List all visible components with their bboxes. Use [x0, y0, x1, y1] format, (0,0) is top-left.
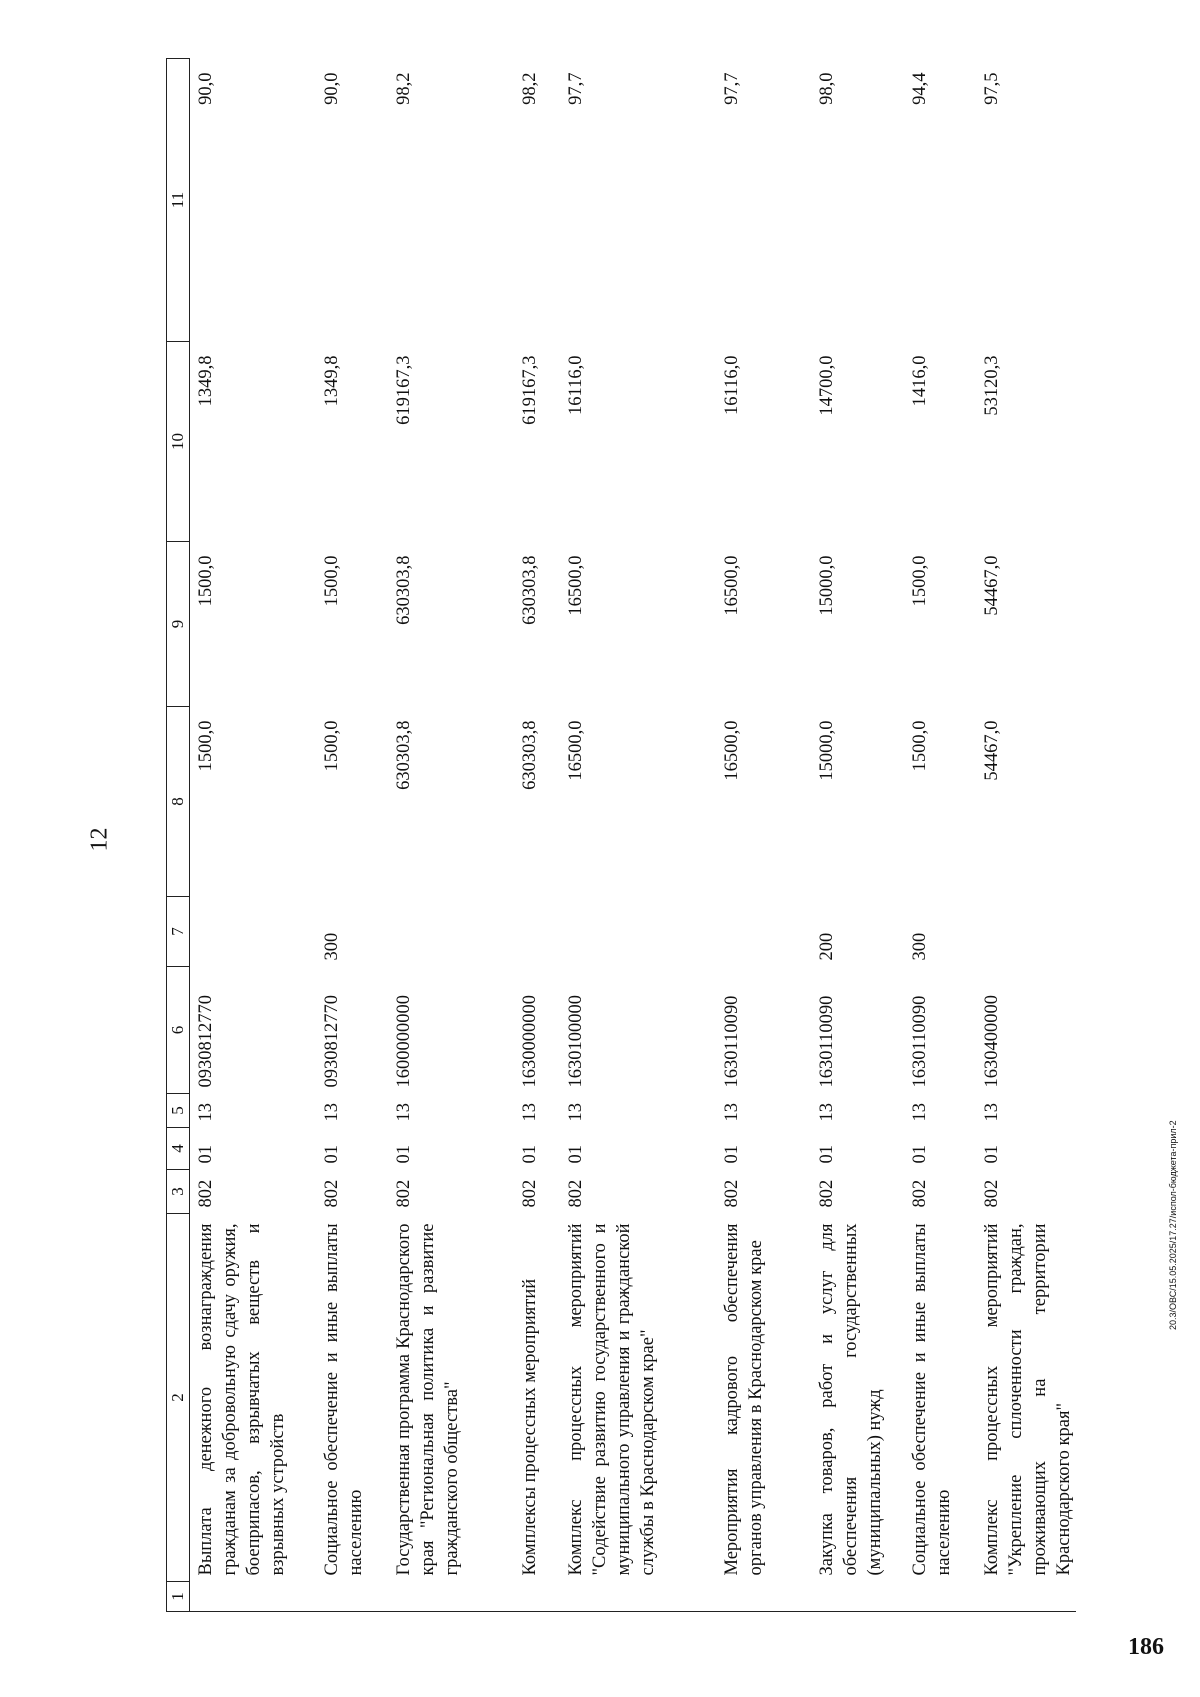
cell-c6: 1630400000	[981, 995, 1002, 1088]
budget-table-container	[166, 59, 1081, 1612]
col-header: 11	[167, 59, 190, 342]
cell-c5: 13	[393, 1103, 414, 1122]
cell-c6: 1630110090	[909, 995, 930, 1088]
cell-c11: 97,7	[565, 72, 586, 105]
col-header: 5	[167, 1094, 190, 1128]
cell-c9: 15000,0	[816, 555, 837, 616]
col-header: 6	[167, 967, 190, 1094]
document-footer-code: 20.3/ОВС/15.05.2025/17.27/испол-бюджета-прил-2	[1168, 1120, 1178, 1330]
table-row	[811, 59, 904, 1612]
cell-c10: 16116,0	[721, 355, 742, 415]
cell-c4: 01	[393, 1145, 414, 1164]
cell-c11: 98,0	[816, 72, 837, 105]
cell-c4: 01	[981, 1145, 1002, 1164]
cell-c8: 1500,0	[196, 720, 217, 772]
cell-c5: 13	[519, 1103, 540, 1122]
table-row	[976, 59, 1076, 1612]
table-row	[560, 59, 716, 1612]
table-row	[514, 59, 560, 1612]
cell-c8: 15000,0	[816, 720, 837, 781]
cell-c3: 802	[981, 1179, 1002, 1208]
cell-c5: 13	[321, 1103, 342, 1122]
cell-c6: 0930812770	[321, 995, 342, 1088]
cell-c8: 1500,0	[909, 720, 930, 772]
cell-c5: 13	[909, 1103, 930, 1122]
cell-c8: 16500,0	[565, 720, 586, 781]
table-row	[388, 59, 514, 1612]
cell-c6: 1630100000	[565, 995, 586, 1088]
row-name: Мероприятия кадрового обеспечения органов управления в Краснодарском крае	[721, 1223, 766, 1576]
cell-c3: 802	[196, 1179, 217, 1208]
cell-c11: 98,2	[393, 72, 414, 105]
cell-c7: 300	[909, 932, 930, 961]
cell-c10: 1349,8	[196, 355, 217, 407]
cell-c8: 16500,0	[721, 720, 742, 781]
cell-c4: 01	[519, 1145, 540, 1164]
row-name: Комплекс процессных мероприятий "Содействие развитию государственного и муниципального управления и гражданской службы в Краснодарском крае"	[565, 1223, 658, 1576]
row-name: Комплексы процессных мероприятий	[519, 1278, 540, 1576]
cell-c7	[388, 897, 514, 967]
cell-c11: 97,7	[721, 72, 742, 105]
cell-c7	[514, 897, 560, 967]
cell-c3: 802	[909, 1179, 930, 1208]
row-name: Социальное обеспечение и иные выплаты населению	[909, 1223, 954, 1576]
cell-c10: 53120,3	[981, 355, 1002, 416]
col-header: 7	[167, 897, 190, 967]
cell-c9: 630303,8	[393, 555, 414, 625]
table-row	[190, 59, 316, 1612]
page-number: 12	[86, 827, 113, 852]
cell-c7	[190, 897, 316, 967]
cell-c5: 13	[981, 1103, 1002, 1122]
cell-c4: 01	[321, 1145, 342, 1164]
cell-c7	[560, 897, 716, 967]
cell-c9: 1500,0	[196, 555, 217, 607]
cell-c9: 630303,8	[519, 555, 540, 625]
cell-c10: 619167,3	[519, 355, 540, 425]
cell-c11: 90,0	[321, 72, 342, 105]
col-header: 4	[167, 1128, 190, 1170]
cell-c4: 01	[909, 1145, 930, 1164]
cell-c11: 98,2	[519, 72, 540, 105]
cell-c10: 16116,0	[565, 355, 586, 415]
cell-c7	[716, 897, 811, 967]
col-header: 8	[167, 707, 190, 897]
cell-c7: 200	[816, 932, 837, 961]
cell-c9: 16500,0	[721, 555, 742, 616]
cell-c9: 54467,0	[981, 555, 1002, 616]
cell-c3: 802	[519, 1179, 540, 1208]
table-row	[316, 59, 388, 1612]
col-header: 1	[167, 1582, 190, 1612]
cell-c10: 14700,0	[816, 355, 837, 416]
col-header: 9	[167, 542, 190, 707]
header-row	[167, 59, 190, 1612]
cell-c10: 619167,3	[393, 355, 414, 425]
cell-c9: 1500,0	[321, 555, 342, 607]
col-header: 10	[167, 342, 190, 542]
cell-c7: 300	[321, 932, 342, 961]
table-row	[716, 59, 811, 1612]
sheet-number: 186	[1128, 1634, 1164, 1660]
cell-c8: 1500,0	[321, 720, 342, 772]
cell-c6: 1630110090	[816, 995, 837, 1088]
cell-c6: 1630000000	[519, 995, 540, 1088]
col-header: 3	[167, 1170, 190, 1214]
cell-c8: 54467,0	[981, 720, 1002, 781]
cell-c10: 1416,0	[909, 355, 930, 407]
cell-c4: 01	[816, 1145, 837, 1164]
cell-c7	[976, 897, 1076, 967]
row-name: Выплата денежного вознаграждения гражданам за добровольную сдачу оружия, боеприпасов, взрывчатых веществ и взрывных устройств	[196, 1223, 289, 1576]
cell-c3: 802	[321, 1179, 342, 1208]
cell-c3: 802	[565, 1179, 586, 1208]
cell-c11: 97,5	[981, 72, 1002, 105]
row-name: Социальное обеспечение и иные выплаты населению	[321, 1223, 366, 1576]
cell-c11: 94,4	[909, 72, 930, 105]
cell-c8: 630303,8	[519, 720, 540, 790]
cell-c3: 802	[721, 1179, 742, 1208]
row-name: Закупка товаров, работ и услуг для обеспечения государственных (муниципальных) нужд	[816, 1223, 885, 1576]
cell-c5: 13	[196, 1103, 217, 1122]
cell-c4: 01	[565, 1145, 586, 1164]
cell-c6: 0930812770	[196, 995, 217, 1088]
cell-c6: 1600000000	[393, 995, 414, 1088]
cell-c5: 13	[721, 1103, 742, 1122]
cell-c8: 630303,8	[393, 720, 414, 790]
cell-c10: 1349,8	[321, 355, 342, 407]
col-header: 2	[167, 1214, 190, 1582]
cell-c6: 1630110090	[721, 995, 742, 1088]
cell-c9: 1500,0	[909, 555, 930, 607]
cell-c3: 802	[393, 1179, 414, 1208]
row-name: Государственная программа Краснодарского края "Региональная политика и развитие гражданского общества"	[393, 1223, 462, 1576]
table-row	[904, 59, 976, 1612]
cell-c5: 13	[565, 1103, 586, 1122]
cell-c3: 802	[816, 1179, 837, 1208]
row-name: Комплекс процессных мероприятий "Укрепление сплоченности граждан, проживающих на территории Краснодарского края"	[981, 1223, 1074, 1576]
cell-c4: 01	[196, 1145, 217, 1164]
cell-c4: 01	[721, 1145, 742, 1164]
budget-table	[166, 58, 1076, 1612]
cell-c11: 90,0	[196, 72, 217, 105]
cell-c9: 16500,0	[565, 555, 586, 616]
cell-c5: 13	[816, 1103, 837, 1122]
